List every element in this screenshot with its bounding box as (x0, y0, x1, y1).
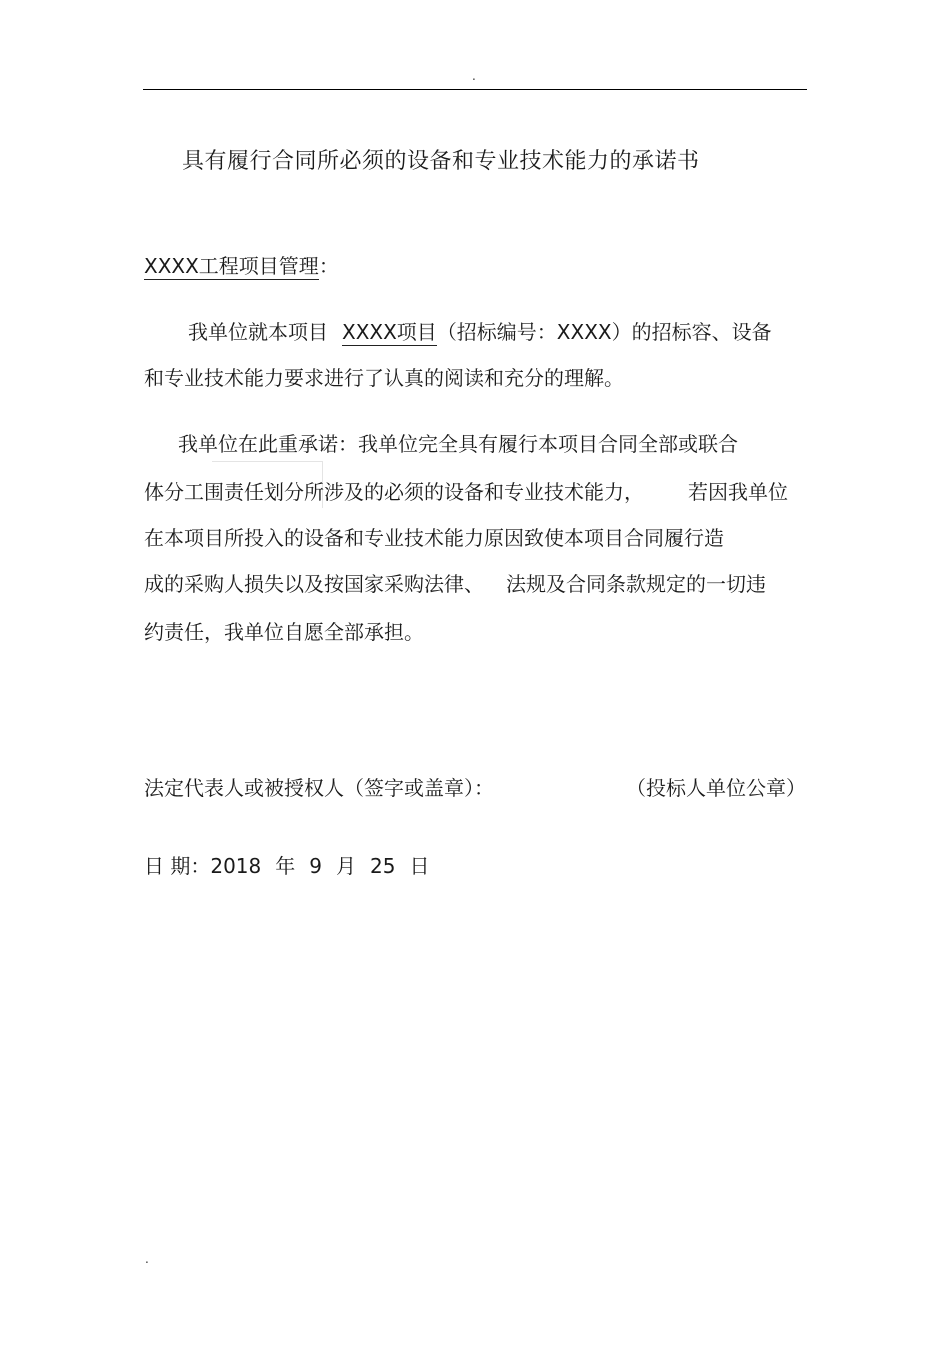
date-day-unit: 日 (409, 854, 430, 878)
header-rule (143, 89, 807, 90)
paragraph1-line2: 和专业技术能力要求进行了认真的阅读和充分的理解。 (144, 366, 624, 390)
date-day: 25 (370, 854, 396, 878)
paragraph2-line2-part1: 体分工围责任划分所涉及的必须的设备和专业技术能力， (144, 480, 644, 504)
paragraph1-line1 (188, 318, 772, 346)
paragraph2-line2-part2: 若因我单位 (688, 480, 788, 504)
date-month: 9 (309, 854, 322, 878)
paragraph2-line3: 在本项目所投入的设备和专业技术能力原因致使本项目合同履行造 (144, 526, 724, 550)
paragraph1-project: XXXX项目 (342, 320, 437, 344)
date-year-unit: 年 (275, 854, 296, 878)
paragraph2-line4-part1: 成的采购人损失以及按国家采购法律、 (144, 572, 484, 596)
representative-signature-label: 法定代表人或被授权人（签字或盖章）： (144, 776, 494, 800)
paragraph1-suffix: （招标编号：XXXX）的招标容、设备 (436, 320, 772, 344)
paragraph2-line2 (144, 478, 788, 506)
footer-mark: . (145, 1252, 149, 1266)
document-title: 具有履行合同所必须的设备和专业技术能力的承诺书 (182, 149, 700, 174)
paragraph2-line1: 我单位在此重承诺：我单位完全具有履行本项目合同全部或联合 (178, 432, 738, 456)
date-label: 日 期： (144, 854, 211, 878)
addressee-colon: ： (318, 254, 339, 278)
addressee-name: XXXX工程项目管理 (144, 254, 319, 278)
date-month-unit: 月 (336, 854, 356, 878)
paragraph1-prefix: 我单位就本项目 (188, 320, 328, 344)
date-line (144, 852, 429, 880)
company-seal-label: （投标人单位公章） (626, 776, 806, 800)
paragraph2-line4 (144, 570, 766, 598)
header-mark: . (472, 69, 476, 83)
paragraph2-line4-part2: 法规及合同条款规定的一切违 (506, 572, 766, 596)
date-year: 2018 (210, 854, 262, 878)
addressee-line (144, 252, 339, 280)
paragraph2-line5: 约责任，我单位自愿全部承担。 (144, 620, 424, 644)
